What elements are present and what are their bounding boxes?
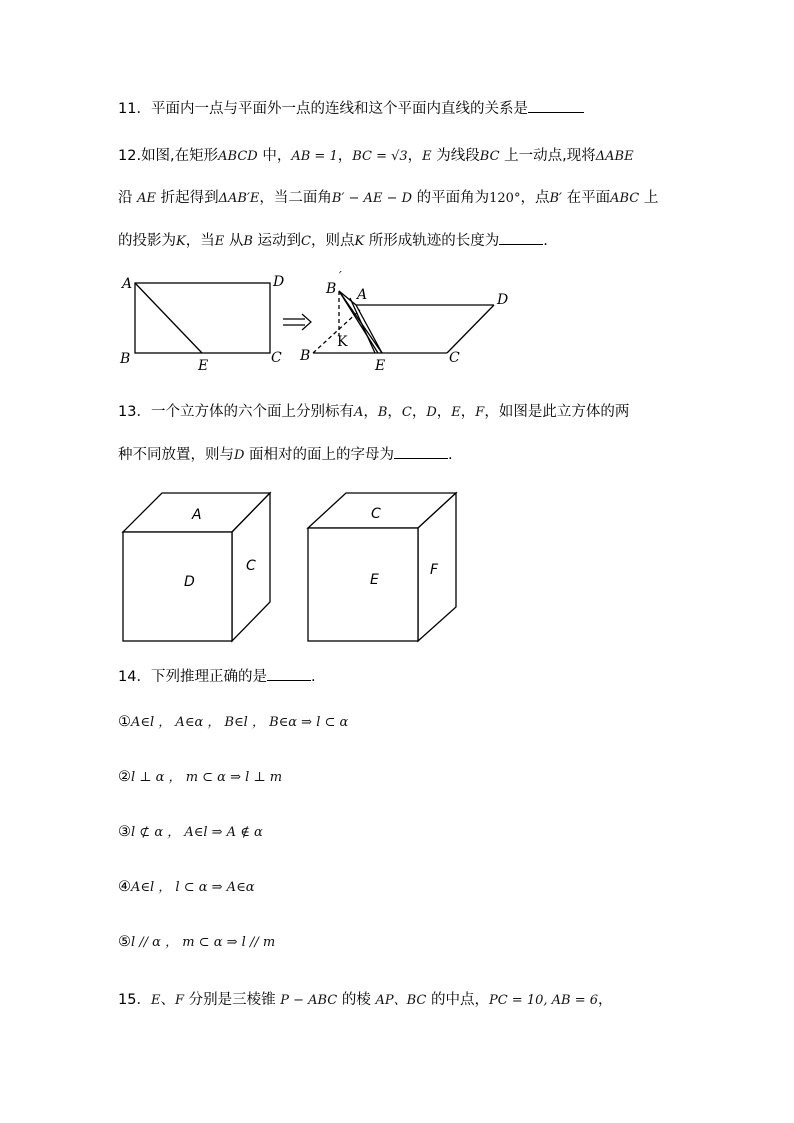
q12-math: E	[422, 149, 432, 164]
q12-text: 上	[639, 190, 659, 206]
fig-right-label-bprime: B	[326, 281, 337, 297]
q12-text: ，则点	[310, 233, 355, 249]
q13-text: ，	[460, 404, 476, 420]
q11-text: 平面内一点与平面外一点的连线和这个平面内直线的关系是	[150, 101, 528, 117]
q13-text: 种不同放置，则与	[118, 447, 234, 463]
q14-option-expression: l // α ， m ⊂ α ⇒ l // m	[131, 935, 276, 950]
q15-math: AP、BC	[375, 993, 427, 1008]
q13-math: C	[401, 405, 412, 420]
q13-math: E	[451, 405, 461, 420]
question-12-line-2	[118, 188, 658, 209]
q12-text: 如图,在矩形	[141, 148, 219, 164]
q12-math: ΔAB′E	[218, 191, 260, 206]
question-12-line-1	[118, 146, 634, 167]
q12-text: 沿	[118, 190, 138, 206]
q15-math: F	[174, 993, 184, 1008]
cube1-front-label: D	[184, 574, 195, 590]
q14-answer-blank[interactable]	[267, 666, 311, 681]
q15-number: 15．	[118, 992, 151, 1008]
q12-math: AE	[137, 191, 156, 206]
q15-math: E	[150, 993, 161, 1008]
q14-option-expression: A∈l ， A∈α ， B∈l ， B∈α ⇒ l ⊂ α	[131, 715, 349, 730]
q12-text: ，点	[520, 190, 550, 206]
q13-cubes-figure	[118, 490, 468, 645]
rectangle-abcd	[135, 283, 270, 353]
question-14: 14．下列推理正确的是 .	[118, 666, 316, 687]
q12-math: B′	[549, 191, 562, 206]
q12-text: 从	[224, 233, 244, 249]
fig-left-label-c: C	[271, 350, 282, 366]
q15-text: 、	[160, 992, 175, 1008]
q12-text: ，	[337, 148, 353, 164]
q13-text: ，	[436, 404, 452, 420]
fig-right-label-a: A	[357, 287, 368, 303]
q13-text: ，	[411, 404, 427, 420]
q15-math: P − ABC	[280, 993, 338, 1008]
fig-right-label-b: B	[300, 348, 311, 364]
q15-text: 的棱	[337, 992, 376, 1008]
q12-figure	[110, 268, 530, 378]
q12-text: 在平面	[561, 190, 611, 206]
q13-text: 一个立方体的六个面上分别标有	[150, 404, 354, 420]
q14-option-expression: l ⊄ α ， A∈l ⇒ A ∉ α	[131, 825, 263, 840]
q14-option-expression: A∈l ， l ⊂ α ⇒ A∈α	[131, 880, 255, 895]
q14-option-3	[118, 822, 263, 843]
q13-text: 面相对的面上的字母为	[244, 447, 395, 463]
q12-math: E	[214, 234, 225, 249]
q13-number: 13．	[118, 404, 151, 420]
cube2-front-label: E	[370, 572, 379, 588]
q12-text: .	[543, 233, 548, 249]
q12-math: B′ − AE − D	[331, 191, 413, 206]
q13-math: A	[353, 405, 364, 420]
q12-text: 的投影为	[118, 233, 176, 249]
question-11	[118, 98, 584, 119]
q12-text: 折起得到	[156, 190, 219, 206]
q14-option-marker: ⑤	[118, 934, 131, 950]
q14-number: 14．	[118, 669, 151, 685]
q12-text: 中，	[257, 148, 292, 164]
q14-option-2	[118, 767, 282, 788]
q15-math: PC = 10, AB = 6	[488, 993, 598, 1008]
q14-option-5	[118, 932, 275, 953]
cube2-top-label: C	[371, 506, 381, 522]
q11-answer-blank[interactable]	[528, 98, 584, 113]
q14-option-1	[118, 712, 348, 733]
fig-right-label-k: K	[337, 334, 348, 350]
cube1-top-label: A	[192, 507, 202, 523]
q14-option-marker: ②	[118, 769, 131, 785]
q15-text: 分别是三棱锥	[183, 992, 281, 1008]
question-13-line-1	[118, 402, 629, 423]
fig-right-label-e: E	[375, 358, 386, 374]
cube1-side-label: C	[246, 558, 256, 574]
fig-left-label-e: E	[198, 358, 209, 374]
q13-text: .	[448, 447, 453, 463]
q13-text: ，	[363, 404, 378, 420]
q12-math: K	[176, 234, 186, 249]
q11-number: 11．	[118, 101, 151, 117]
q12-math: B	[243, 234, 253, 249]
q15-text: ，	[598, 992, 613, 1008]
q14-option-marker: ①	[118, 714, 131, 730]
fig-left-label-d: D	[273, 274, 285, 290]
q12-text: 为线段	[431, 148, 480, 164]
q13-text: ，如图是此立方体的两	[484, 404, 630, 420]
q12-number: 12.	[118, 148, 142, 164]
q12-math: ΔABE	[595, 149, 634, 164]
question-15	[118, 990, 613, 1011]
q13-math: F	[475, 405, 485, 420]
q12-text: 所形成轨迹的长度为	[364, 233, 500, 249]
q12-math: AB = 1	[291, 149, 338, 164]
q14-text: 下列推理正确的是	[150, 669, 267, 685]
transform-arrow-icon	[283, 314, 311, 330]
cube2-side-label: F	[430, 562, 439, 578]
q14-option-marker: ③	[118, 824, 131, 840]
q12-answer-blank[interactable]	[499, 230, 543, 245]
fig-right-label-prime: ′	[339, 269, 342, 283]
q14-option-marker: ④	[118, 879, 131, 895]
q13-math: B	[377, 405, 388, 420]
q12-text: 上一动点,现将	[499, 148, 596, 164]
q12-text: ，	[407, 148, 423, 164]
q12-math: C	[301, 234, 311, 249]
q13-math: D	[426, 405, 437, 420]
q12-text: ，当	[185, 233, 215, 249]
q12-math: K	[354, 234, 365, 249]
q14-option-expression: l ⊥ α ， m ⊂ α ⇒ l ⊥ m	[131, 770, 283, 785]
q13-math: D	[234, 448, 245, 463]
q13-answer-blank[interactable]	[394, 444, 448, 459]
q14-option-4	[118, 877, 254, 898]
fig-left-label-b: B	[120, 351, 131, 367]
fig-right-label-c: C	[449, 350, 460, 366]
q15-text: 的中点，	[426, 992, 489, 1008]
question-13-line-2	[118, 444, 453, 466]
q12-math: BC = √3	[352, 149, 408, 164]
q12-math: ABC	[610, 191, 640, 206]
q12-math: BC	[479, 149, 500, 164]
q13-text: ，	[387, 404, 402, 420]
q12-math: 120°	[489, 191, 521, 206]
q12-text: 运动到	[252, 233, 301, 249]
q12-text: ，当二面角	[259, 190, 332, 206]
q12-math: ABCD	[218, 149, 258, 164]
fig-left-label-a: A	[122, 276, 133, 292]
q12-text: 的平面角为	[412, 190, 490, 206]
fig-right-label-d: D	[497, 292, 509, 308]
question-12-line-3	[118, 230, 548, 252]
